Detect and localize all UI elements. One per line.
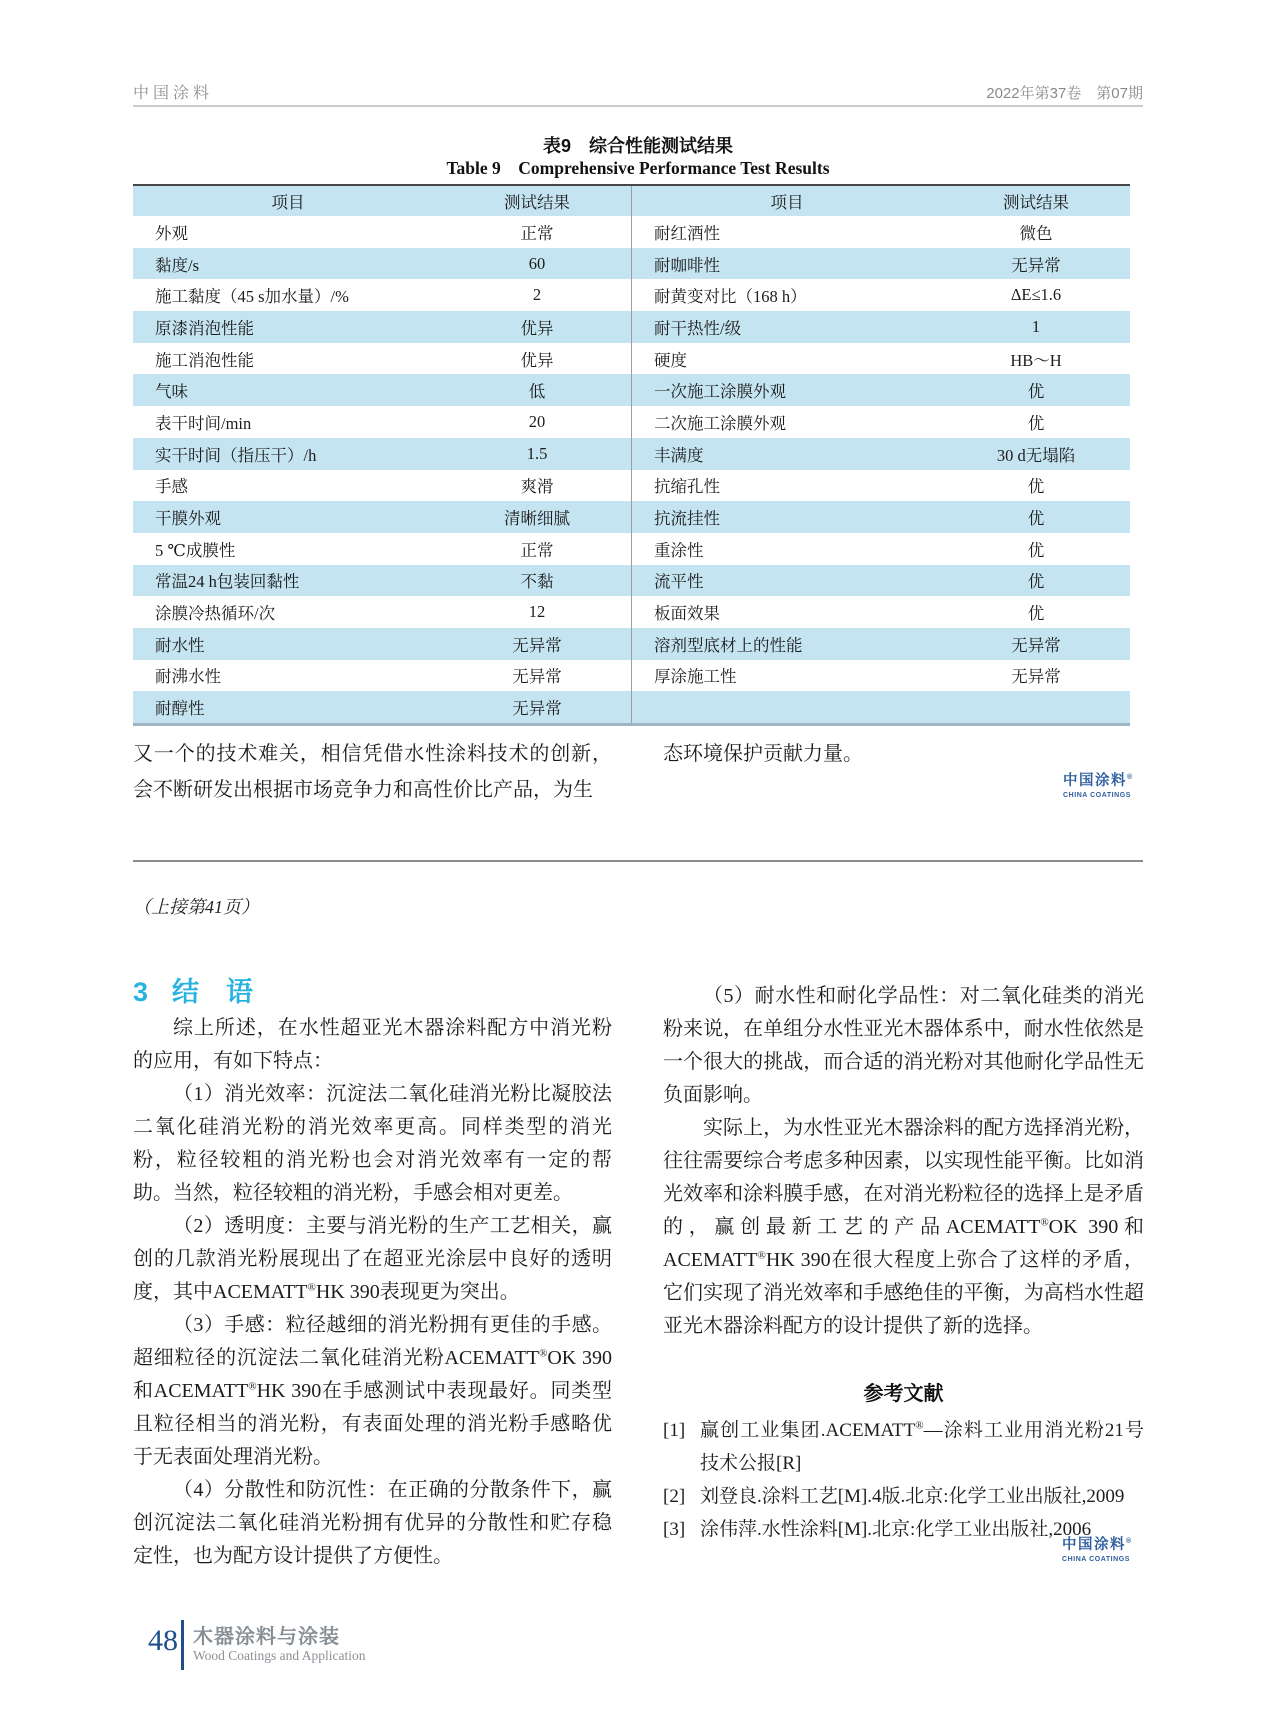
item-cell: 溶剂型底材上的性能 (631, 628, 942, 660)
result-cell: 优 (1027, 572, 1045, 592)
result-cell: 清晰细腻 (504, 509, 570, 529)
china-coatings-logo (1062, 1538, 1131, 1563)
item-cell: 厚涂施工性 (631, 660, 942, 692)
table-title-zh: 表9 综合性能测试结果 (542, 136, 733, 156)
item-cell: 耐醇性 (155, 699, 205, 719)
reference-label: [3] (663, 1519, 686, 1540)
item-cell: 5 ℃成膜性 (155, 540, 236, 560)
body-paragraph: 综上所述，在水性超亚光木器涂料配方中消光粉的应用，有如下特点： (133, 1017, 612, 1072)
result-cell: 微色 (1019, 223, 1053, 243)
item-cell: 抗流挂性 (631, 501, 942, 533)
continuation-note: （上接第41页） (133, 897, 259, 917)
item-cell: 硬度 (631, 343, 942, 375)
header-cell-item-right: 项目 (631, 186, 942, 216)
item-cell: 丰满度 (631, 438, 942, 470)
item-cell: 耐干热性/级 (631, 311, 942, 343)
table-row (133, 311, 1130, 343)
logo-zh-text: 中国涂料® (1063, 773, 1133, 789)
item-cell: 流平性 (631, 565, 942, 597)
item-cell: 干膜外观 (155, 509, 221, 529)
right-paragraphs (663, 980, 1144, 1343)
table-title-en: Table 9 Comprehensive Performance Test Results (446, 158, 830, 178)
item-cell: 外观 (155, 223, 188, 243)
item-cell: 气味 (155, 382, 188, 402)
item-cell: 耐红酒性 (631, 216, 942, 248)
table-header-row (133, 186, 1130, 216)
table-row (133, 216, 1130, 248)
result-cell: 优 (1027, 604, 1045, 624)
item-cell: 黏度/s (155, 255, 200, 275)
references-list (663, 1414, 1144, 1546)
performance-table (133, 184, 1130, 726)
table-row (133, 660, 1130, 692)
issue-info: 2022年第37卷 第07期 (986, 85, 1143, 102)
registered-mark: ® (1126, 1538, 1132, 1546)
body-paragraph: （3）手感：粒径越细的消光粉拥有更佳的手感。超细粒径的沉淀法二氧化硅消光粉ACEMATT®OK 390和ACEMATT®HK 390在手感测试中表现最好。同类型且粒径相当的消光粉，有表面处理的消光粉手感略优于无表面处理消光粉。 (133, 1314, 612, 1468)
item-cell: 原漆消泡性能 (155, 318, 254, 338)
reference-label: [1] (663, 1420, 686, 1441)
body-paragraph: （4）分散性和防沉性：在正确的分散条件下，赢创沉淀法二氧化硅消光粉拥有优异的分散性和贮存稳定性，也为配方设计提供了方便性。 (133, 1479, 612, 1567)
table-row (133, 596, 1130, 628)
reference-text: 刘登良.涂料工艺[M].4版.北京:化学工业出版社,2009 (700, 1486, 1125, 1507)
result-cell: 正常 (520, 540, 554, 560)
item-cell: 实干时间（指压干）/h (155, 445, 317, 465)
closing-paragraph-right: 态环境保护贡献力量。 (663, 743, 863, 765)
reference-item (663, 1480, 1144, 1513)
china-coatings-logo (1063, 774, 1132, 799)
result-cell (942, 691, 1130, 723)
item-cell: 常温24 h包装回黏性 (155, 572, 300, 592)
article-divider (133, 860, 1143, 862)
item-cell: 重涂性 (631, 533, 942, 565)
item-cell: 表干时间/min (155, 413, 252, 433)
header-cell-result-left: 测试结果 (504, 193, 570, 212)
result-cell: 1.5 (526, 443, 548, 463)
header-divider (133, 105, 1143, 107)
result-cell: 20 (528, 411, 546, 431)
closing-paragraph-left: 又一个的技术难关，相信凭借水性涂料技术的创新，会不断研发出根据市场竞争力和高性价比产品，为生 (133, 743, 612, 801)
item-cell: 板面效果 (631, 596, 942, 628)
page-header (133, 80, 1143, 103)
table-row (133, 248, 1130, 280)
item-cell: 耐沸水性 (155, 667, 221, 687)
result-cell: HB～H (1010, 350, 1062, 370)
result-cell: 优 (1027, 477, 1045, 497)
header-cell-result-right: 测试结果 (1003, 193, 1069, 212)
result-cell: 正常 (520, 223, 554, 243)
item-cell: 二次施工涂膜外观 (631, 406, 942, 438)
table-row (133, 470, 1130, 502)
result-cell: 优 (1027, 540, 1045, 560)
section-heading (133, 970, 253, 1009)
body-paragraph: （1）消光效率：沉淀法二氧化硅消光粉比凝胶法二氧化硅消光粉的消光效率更高。同样类型的消光粉，粒径较粗的消光粉也会对消光效率有一定的帮助。当然，粒径较粗的消光粉，手感会相对更差。 (133, 1083, 612, 1204)
result-cell: 优异 (520, 350, 554, 370)
result-cell: 低 (528, 382, 546, 402)
table-body (133, 216, 1130, 723)
table-row (133, 628, 1130, 660)
item-cell: 手感 (155, 477, 188, 497)
result-cell: 30 d无塌陷 (996, 445, 1076, 465)
registered-mark: ® (1127, 774, 1133, 782)
reference-item (663, 1414, 1144, 1480)
reference-label: [2] (663, 1486, 686, 1507)
table-row (133, 343, 1130, 375)
result-cell: 优 (1027, 509, 1045, 529)
page-number: 48 (148, 1624, 178, 1657)
table-row (133, 533, 1130, 565)
item-cell: 耐咖啡性 (631, 248, 942, 280)
body-paragraph: 实际上，为水性亚光木器涂料的配方选择消光粉，往往需要综合考虑多种因素，以实现性能平衡。比如消光效率和涂料膜手感，在对消光粉粒径的选择上是矛盾的，赢创最新工艺的产品ACEMATT®OK 390和ACEMATT®HK 390在很大程度上弥合了这样的矛盾，它们实现了消光效率和手感绝佳的平衡，为高档水性超亚光木器涂料配方的设计提供了新的选择。 (663, 1117, 1144, 1337)
result-cell: 无异常 (1011, 255, 1061, 275)
item-cell: 施工消泡性能 (155, 350, 254, 370)
body-column-left (133, 1012, 612, 1573)
body-paragraph: （2）透明度：主要与消光粉的生产工艺相关，赢创的几款消光粉展现出了在超亚光涂层中良好的透明度，其中ACEMATT®HK 390表现更为突出。 (133, 1215, 612, 1303)
references-heading: 参考文献 (863, 1383, 944, 1405)
reference-text: 赢创工业集团.ACEMATT®—涂料工业用消光粉21号技术公报[R] (700, 1419, 1144, 1474)
table-row (133, 565, 1130, 597)
result-cell: 无异常 (512, 635, 562, 655)
footer-column-title-en: Wood Coatings and Application (193, 1648, 366, 1663)
result-cell: 爽滑 (520, 477, 554, 497)
item-cell: 一次施工涂膜外观 (631, 374, 942, 406)
table-row (133, 438, 1130, 470)
body-column-right (663, 980, 1144, 1546)
result-cell: ΔE≤1.6 (1010, 285, 1062, 305)
logo-zh-text: 中国涂料® (1062, 1537, 1132, 1553)
result-cell: 不黏 (520, 572, 554, 592)
logo-en-text: CHINA COATINGS (1063, 791, 1131, 799)
logo-en-text: CHINA COATINGS (1062, 1555, 1130, 1563)
section-title: 结 语 (172, 977, 254, 1007)
journal-name: 中国涂料 (133, 85, 214, 102)
result-cell: 无异常 (1011, 667, 1061, 687)
item-cell: 施工黏度（45 s加水量）/% (155, 287, 349, 307)
result-cell: 优 (1027, 413, 1045, 433)
footer-accent-bar (181, 1620, 184, 1670)
header-cell-item-left: 项目 (271, 193, 305, 212)
result-cell: 60 (528, 253, 546, 273)
item-cell (631, 691, 942, 723)
table-row (133, 374, 1130, 406)
result-cell: 优异 (520, 318, 554, 338)
table-row (133, 501, 1130, 533)
result-cell: 1 (1031, 316, 1041, 336)
item-cell: 耐水性 (155, 635, 205, 655)
section-number: 3 (133, 977, 149, 1007)
result-cell: 2 (532, 285, 542, 305)
item-cell: 抗缩孔性 (631, 470, 942, 502)
reference-text: 涂伟萍.水性涂料[M].北京:化学工业出版社,2006 (700, 1519, 1092, 1540)
table-row (133, 691, 1130, 723)
item-cell: 耐黄变对比（168 h） (631, 279, 942, 311)
result-cell: 无异常 (1011, 635, 1061, 655)
body-paragraph: （5）耐水性和耐化学品性：对二氧化硅类的消光粉来说，在单组分水性亚光木器体系中，耐水性依然是一个很大的挑战，而合适的消光粉对其他耐化学品性无负面影响。 (663, 985, 1144, 1106)
result-cell: 无异常 (512, 667, 562, 687)
result-cell: 12 (528, 602, 546, 622)
table-row (133, 406, 1130, 438)
result-cell: 优 (1027, 382, 1045, 402)
footer-column-title-zh: 木器涂料与涂装 (193, 1626, 340, 1648)
result-cell: 无异常 (512, 699, 562, 719)
table-row (133, 279, 1130, 311)
item-cell: 涂膜冷热循环/次 (155, 604, 276, 624)
